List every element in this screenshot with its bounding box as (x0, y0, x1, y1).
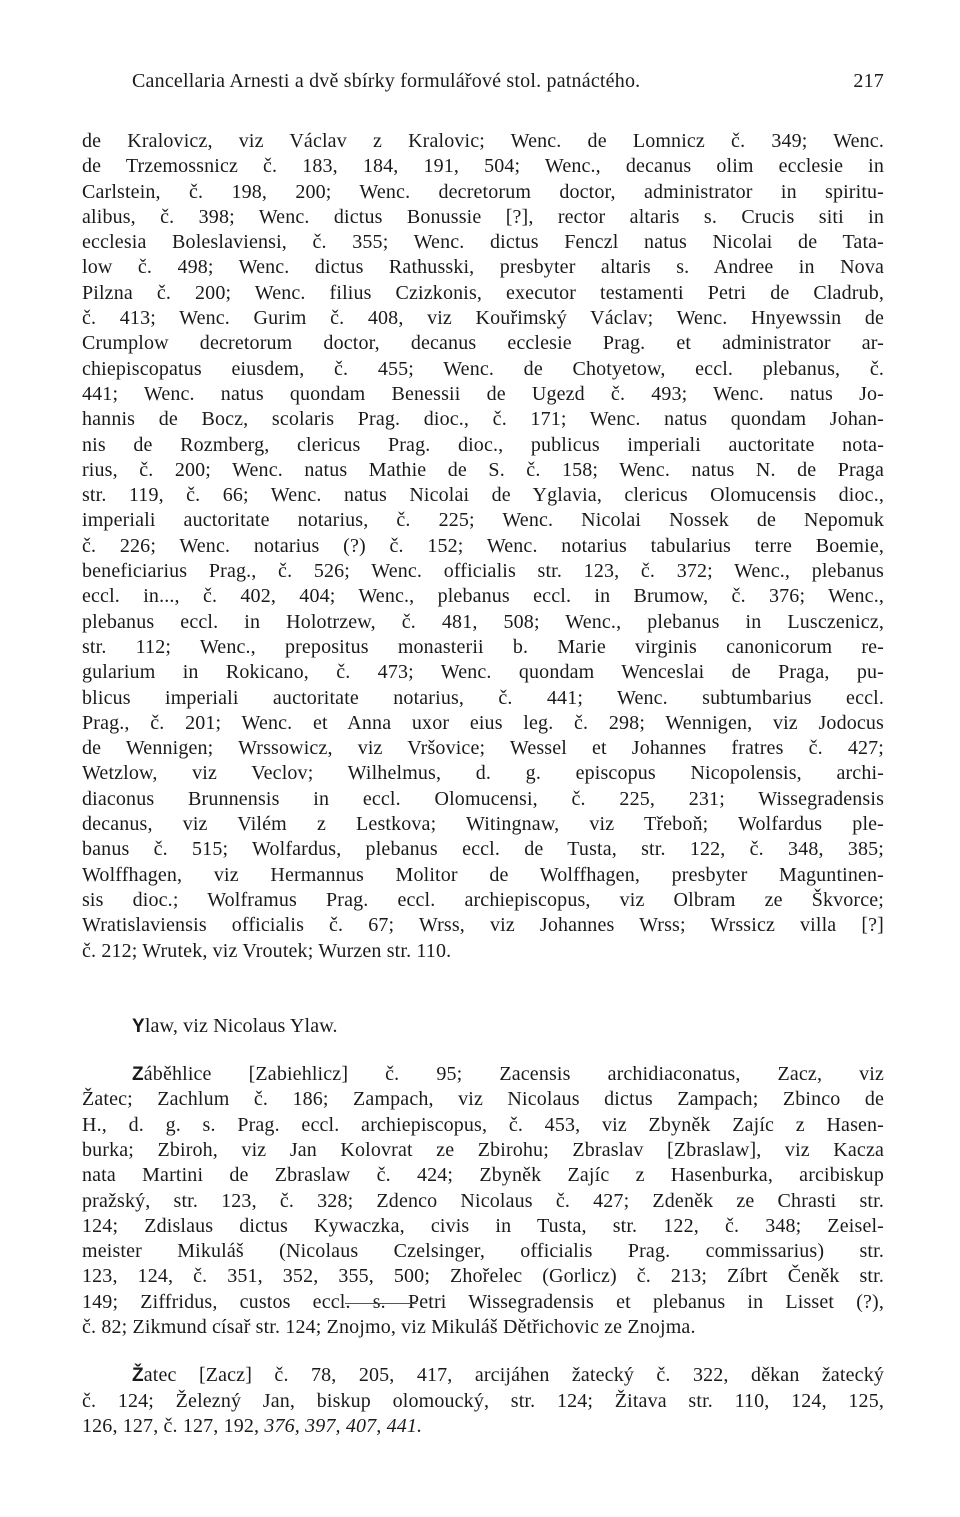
text-line: č. 212; Wrutek, viz Vroutek; Wurzen str. 110. (82, 939, 452, 962)
running-head-title: Cancellaria Arnesti a dvě sbírky formulářové stol. patnáctého. (132, 70, 641, 92)
index-entry-zh-last-line (82, 1414, 884, 1439)
text-line: eccl. in..., č. 402, 404; Wenc., plebanus eccl. in Brumow, č. 376; Wenc., (82, 585, 884, 608)
index-entry-y (82, 1014, 884, 1039)
text-line: de Trzemossnicz č. 183, 184, 191, 504; Wenc., decanus olim ecclesie in (82, 155, 884, 178)
text-line: rius, č. 200; Wenc. natus Mathie de S. č. 158; Wenc. natus N. de Praga (82, 458, 884, 481)
text-line: de Kralovicz, viz Václav z Kralovic; Wenc. de Lomnicz č. 349; Wenc. (82, 130, 884, 152)
text-line: chiepiscopatus eiusdem, č. 455; Wenc. de Chotyetow, eccl. plebanus, č. (82, 357, 884, 380)
index-paragraph-w (82, 129, 884, 964)
entry-text: áběhlice [Zabiehlicz] č. 95; Zacensis archidiaconatus, Zacz, viz (143, 1063, 884, 1086)
text-line: str. 119, č. 66; Wenc. natus Nicolai de Yglavia, clericus Olomucensis dioc., (82, 484, 884, 507)
text-line: Prag., č. 201; Wenc. et Anna uxor eius leg. č. 298; Wennigen, viz Jodocus (82, 711, 884, 734)
index-entry-zh (82, 1363, 884, 1439)
text-line: Wratislaviensis officialis č. 67; Wrss, viz Johannes Wrss; Wrssicz villa [?] (82, 914, 884, 937)
index-entry-zh-line: č. 124; Železný Jan, biskup olomoucký, str. 124; Žitava str. 110, 124, 125, (82, 1389, 884, 1412)
index-entry-z-first-line (82, 1062, 884, 1087)
text-line: gularium in Rokicano, č. 473; Wenc. quondam Wenceslai de Praga, pu- (82, 661, 884, 684)
text-line: alibus, č. 398; Wenc. dictus Bonussie [?], rector altaris s. Crucis siti in (82, 205, 884, 228)
index-entry-y-line (82, 1014, 884, 1039)
text-line: Crumplow decretorum doctor, decanus ecclesie Prag. et administrator ar- (82, 332, 884, 355)
text-line: č. 413; Wenc. Gurim č. 408, viz Kouřimský Václav; Wenc. Hnyewssin de (82, 307, 884, 330)
text-line: str. 112; Wenc., prepositus monasterii b. Marie virginis canonicorum re- (82, 635, 884, 658)
text-line: beneficiarius Prag., č. 526; Wenc. officialis str. 123, č. 372; Wenc., plebanus (82, 560, 884, 583)
text-line: burka; Zbiroh, viz Jan Kolovrat ze Zbirohu; Zbraslav [Zbraslaw], viz Kacza (82, 1138, 884, 1161)
entry-text: atec [Zacz] č. 78, 205, 417, arcijáhen žatecký č. 322, děkan žatecký (143, 1364, 884, 1387)
text-line: nata Martini de Zbraslaw č. 424; Zbyněk Zajíc z Hasenburka, arcibiskup (82, 1164, 884, 1187)
text-line: low č. 498; Wenc. dictus Rathusski, presbyter altaris s. Andree in Nova (82, 256, 884, 279)
text-line: H., d. g. s. Prag. eccl. archiepiscopus, č. 453, viz Zbyněk Zajíc z Hasen- (82, 1113, 884, 1136)
page-number: 217 (853, 70, 884, 92)
text-line: 149; Ziffridus, custos eccl. s. Petri Wissegradensis et plebanus in Lisset (?), (82, 1290, 884, 1313)
text-line: č. 226; Wenc. notarius (?) č. 152; Wenc. notarius tabularius terre Boemie, (82, 534, 884, 557)
entry-lead-letter: Z (132, 1064, 144, 1086)
text-line: nis de Rozmberg, clericus Prag. dioc., publicus imperiali auctoritate nota- (82, 433, 884, 456)
entry-text: 126, 127, č. 127, 192, (82, 1414, 265, 1437)
index-entry-z (82, 1062, 884, 1340)
text-line: 123, 124, č. 351, 352, 355, 500; Zhořelec (Gorlicz) č. 213; Zíbrt Čeněk str. (82, 1265, 884, 1288)
index-entry-zh-first-line (82, 1363, 884, 1388)
text-line: decanus, viz Vilém z Lestkova; Witingnaw, viz Třeboň; Wolfardus ple- (82, 813, 884, 836)
text-line: hannis de Bocz, scolaris Prag. dioc., č. 171; Wenc. natus quondam Johan- (82, 408, 884, 431)
text-line: Wetzlow, viz Veclov; Wilhelmus, d. g. episcopus Nicopolensis, archi- (82, 762, 884, 785)
text-line: Pilzna č. 200; Wenc. filius Czizkonis, executor testamenti Petri de Cladrub, (82, 281, 884, 304)
text-line: pražský, str. 123, č. 328; Zdenco Nicolaus č. 427; Zdeněk ze Chrasti str. (82, 1189, 884, 1212)
end-rule (345, 1303, 417, 1304)
text-line: 124; Zdislaus dictus Kywaczka, civis in Tusta, str. 122, č. 348; Zeisel- (82, 1214, 884, 1237)
text-line: de Wennigen; Wrssowicz, viz Vršovice; Wessel et Johannes fratres č. 427; (82, 737, 884, 760)
text-line: Wolffhagen, viz Hermannus Molitor de Wolffhagen, presbyter Maguntinen- (82, 863, 884, 886)
text-line: imperiali auctoritate notarius, č. 225; Wenc. Nicolai Nossek de Nepomuk (82, 509, 884, 532)
text-line: diaconus Brunnensis in eccl. Olomucensi, č. 225, 231; Wissegradensis (82, 787, 884, 810)
entry-lead-letter: Ž (132, 1365, 144, 1387)
entry-text: law, viz Nicolaus Ylaw. (144, 1014, 338, 1037)
text-line: banus č. 515; Wolfardus, plebanus eccl. de Tusta, str. 122, č. 348, 385; (82, 838, 884, 861)
text-line: Žatec; Zachlum č. 186; Zampach, viz Nicolaus dictus Zampach; Zbinco de (82, 1088, 884, 1111)
text-line: sis dioc.; Wolframus Prag. eccl. archiepiscopus, viz Olbram ze Škvorce; (82, 888, 884, 911)
running-head (82, 70, 884, 104)
text-line: blicus imperiali auctoritate notarius, č. 441; Wenc. subtumbarius eccl. (82, 686, 884, 709)
text-line: Carlstein, č. 198, 200; Wenc. decretorum doctor, administrator in spiritu- (82, 180, 884, 203)
entry-lead-letter: Y (132, 1015, 145, 1037)
text-line: plebanus eccl. in Holotrzew, č. 481, 508; Wenc., plebanus in Lusczenicz, (82, 610, 884, 633)
text-line: meister Mikuláš (Nicolaus Czelsinger, officialis Prag. commissarius) str. (82, 1240, 884, 1263)
page (82, 70, 884, 1439)
text-line: ecclesia Boleslaviensi, č. 355; Wenc. dictus Fenczl natus Nicolai de Tata- (82, 231, 884, 254)
entry-text-italic: 376, 397, 407, 441. (264, 1414, 423, 1437)
text-line: č. 82; Zikmund císař str. 124; Znojmo, viz Mikuláš Dětřichovic ze Znojma. (82, 1316, 696, 1339)
text-line: 441; Wenc. natus quondam Benessii de Ugezd č. 493; Wenc. natus Jo- (82, 382, 884, 405)
